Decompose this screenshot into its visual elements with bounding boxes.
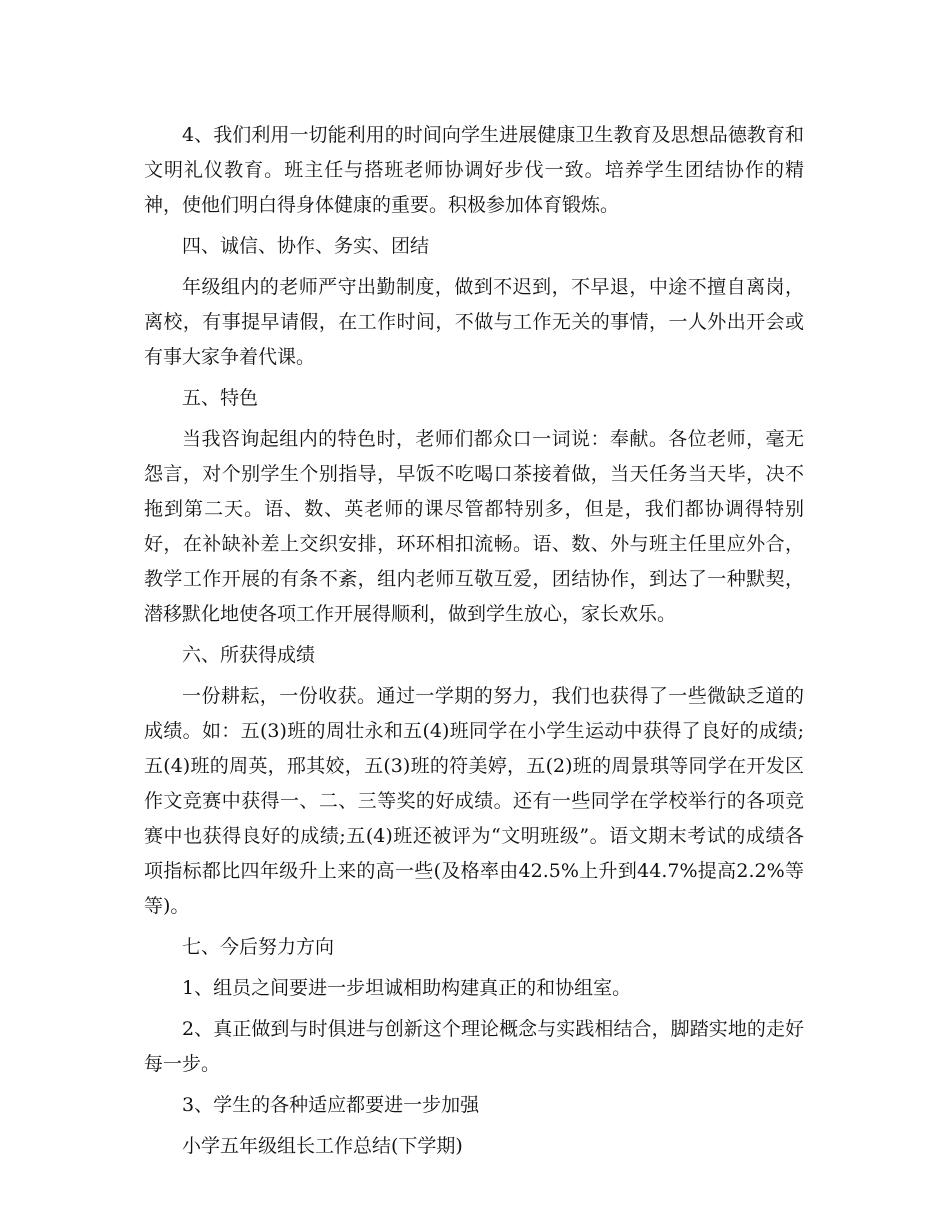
heading-achievements: 六、所获得成绩 [182,644,316,666]
heading-future-direction: 七、今后努力方向 [182,936,335,958]
paragraph-attendance: 年级组内的老师严守出勤制度，做到不迟到，不早退，中途不擅自离岗，离校，有事提早请假，在工作时间，不做与工作无关的事情，一人外出开会或有事大家争着代课。 [144,276,804,368]
heading-features: 五、特色 [182,387,259,409]
document-body [144,118,804,1170]
paragraph-achievements: 一份耕耘，一份收获。通过一学期的努力，我们也获得了一些微缺乏道的成绩。如：五(3)班的周壮永和五(4)班同学在小学生运动中获得了良好的成绩;五(4)班的周英，邢其姣，五(3)班的符美婷，五(2)班的周景琪等同学在开发区作文竞赛中获得一、二、三等奖的好成绩。还有一些同学在学校举行的各项竞赛中也获得良好的成绩;五(4)班还被评为“文明班级”。语文期末考试的成绩各项指标都比四年级升上来的高一些(及格率由42.5%上升到44.7%提高2.2%等等)。 [144,685,804,917]
paragraph-features: 当我咨询起组内的特色时，老师们都众口一词说：奉献。各位老师，毫无怨言，对个别学生个别指导，早饭不吃喝口茶接着做，当天任务当天毕，决不拖到第二天。语、数、英老师的课尽管都特别多，但是，我们都协调得特别好，在补缺补差上交织安排，环环相扣流畅。语、数、外与班主任里应外合，教学工作开展的有条不紊，组内老师互敬互爱，团结协作，到达了一种默契，潜移默化地使各项工作开展得顺利，做到学生放心，家长欢乐。 [144,428,804,625]
list-item-1: 1、组员之间要进一步坦诚相助构建真正的和协组室。 [182,977,632,999]
list-item-2: 2、真正做到与时俱进与创新这个理论概念与实践相结合，脚踏实地的走好每一步。 [144,1018,804,1075]
paragraph-health-education: 4、我们利用一切能利用的时间向学生进展健康卫生教育及思想品德教育和文明礼仪教育。班主任与搭班老师协调好步伐一致。培养学生团结协作的精神，使他们明白得身体健康的重要。积极参加体育锻炼。 [144,124,804,216]
next-section-title: 小学五年级组长工作总结(下学期) [182,1135,463,1157]
list-item-3: 3、学生的各种适应都要进一步加强 [182,1094,480,1116]
heading-integrity-cooperation: 四、诚信、协作、务实、团结 [182,235,430,257]
